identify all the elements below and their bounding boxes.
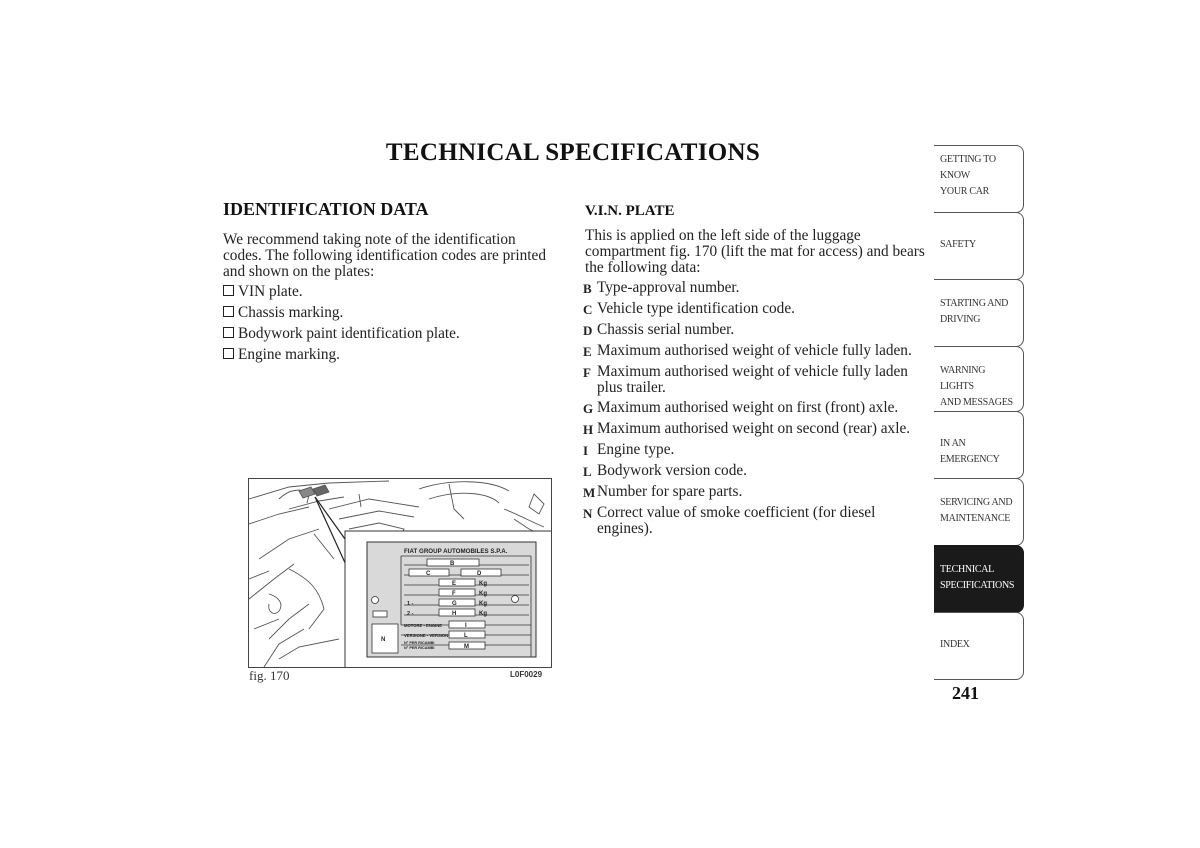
plate-ricambi-label: N° PER RICAMBI: [404, 646, 435, 650]
list-item: [583, 421, 928, 438]
vin-plate-heading: V.I.N. PLATE: [585, 203, 675, 219]
plate-label-b: B: [450, 561, 455, 567]
tab-label: SPECIFICATIONS: [940, 580, 1015, 591]
list-item: [583, 442, 928, 459]
list-item-text: Chassis marking.: [238, 304, 344, 321]
list-item: [583, 400, 928, 417]
tab-label: MAINTENANCE: [940, 513, 1011, 524]
list-item: [583, 463, 928, 480]
tab-label: STARTING AND: [940, 298, 1009, 309]
list-item: [583, 280, 928, 297]
item-letter: I: [583, 443, 589, 458]
plate-label-n: N: [381, 637, 386, 643]
list-item: [583, 505, 928, 537]
item-text: Number for spare parts.: [597, 483, 743, 500]
item-text: Maximum authorised weight on first (front) axle.: [597, 399, 899, 416]
plate-kg: Kg: [479, 611, 487, 617]
tab-label: IN AN EMERGENCY: [940, 438, 1000, 465]
plate-row-2: 2 -: [407, 611, 414, 617]
vin-plate-intro: This is applied on the left side of the luggage compartment fig. 170 (lift the mat for access) and bears the following data:: [585, 227, 925, 276]
checkbox-square-icon: [223, 285, 234, 296]
tab-label: YOUR CAR: [940, 186, 989, 197]
plate-label-d: D: [477, 571, 482, 577]
checkbox-square-icon: [223, 306, 234, 317]
list-item: [583, 301, 928, 318]
list-item: [223, 305, 460, 326]
item-letter: E: [583, 344, 592, 359]
item-letter: F: [583, 365, 591, 380]
plate-label-f: F: [452, 591, 456, 597]
luggage-compartment-illustration: [249, 479, 551, 667]
plate-label-h: H: [452, 611, 457, 617]
item-letter: H: [583, 422, 594, 437]
tab-warning-lights-and-messages[interactable]: [934, 346, 1024, 412]
plate-label-g: G: [452, 601, 457, 607]
item-letter: C: [583, 302, 593, 317]
checkbox-square-icon: [223, 327, 234, 338]
tab-safety[interactable]: [934, 212, 1024, 280]
page-title: TECHNICAL SPECIFICATIONS: [385, 139, 761, 166]
item-letter: B: [583, 281, 592, 296]
plate-label-m: M: [464, 644, 469, 650]
list-item: [583, 484, 928, 501]
tab-label: DRIVING: [940, 314, 981, 325]
item-letter: G: [583, 401, 594, 416]
tab-label: SERVICING AND: [940, 497, 1013, 508]
plate-motore-label: MOTORE - ENGINE: [404, 623, 443, 628]
plate-label-c: C: [426, 571, 431, 577]
list-item-text: VIN plate.: [238, 283, 303, 300]
list-item: [223, 326, 460, 347]
item-text: Type-approval number.: [597, 279, 740, 296]
tab-technical-specifications[interactable]: [934, 545, 1024, 613]
list-item: [223, 347, 460, 368]
item-letter: M: [583, 485, 596, 500]
tab-servicing-and-maintenance[interactable]: [934, 478, 1024, 546]
item-text: Bodywork version code.: [597, 462, 747, 479]
identification-data-heading: IDENTIFICATION DATA: [223, 199, 429, 219]
list-item: [583, 343, 928, 360]
tab-in-an-emergency[interactable]: [934, 411, 1024, 479]
plate-kg: Kg: [479, 581, 487, 587]
tab-label: SAFETY: [940, 239, 976, 250]
checkbox-square-icon: [223, 348, 234, 359]
plate-label-l: L: [464, 633, 468, 639]
identification-intro: We recommend taking note of the identification codes. The following identification codes are printed and shown on the plates:: [223, 231, 546, 280]
plate-ricambi-label: N° PER RICAMBI: [404, 641, 435, 645]
tab-label: INDEX: [940, 639, 970, 650]
list-item: [583, 322, 928, 339]
tab-starting-and-driving[interactable]: [934, 279, 1024, 347]
tab-label: GETTING TO KNOW: [940, 154, 996, 181]
item-text: Correct value of smoke coefficient (for diesel engines).: [597, 504, 876, 537]
tab-label: AND MESSAGES: [940, 397, 1013, 408]
vin-plate-items: [583, 280, 928, 541]
item-text: Vehicle type identification code.: [597, 300, 795, 317]
item-text: Maximum authorised weight on second (rear) axle.: [597, 420, 911, 437]
list-item-text: Engine marking.: [238, 346, 340, 363]
item-text: Maximum authorised weight of vehicle fully laden plus trailer.: [597, 363, 908, 396]
tab-label: WARNING LIGHTS: [940, 365, 986, 392]
plate-kg: Kg: [479, 591, 487, 597]
plate-row-1: 1 -: [407, 601, 414, 607]
list-item: [583, 364, 928, 396]
figure-code: L0F0029: [510, 670, 543, 679]
plate-versione-label: VERSIONE - VERSION: [404, 633, 449, 638]
list-item: [223, 284, 460, 305]
plate-label-i: I: [465, 623, 467, 629]
identification-list: [223, 284, 460, 368]
plate-label-e: E: [452, 581, 457, 587]
plate-header: FIAT GROUP AUTOMOBILES S.P.A.: [404, 548, 508, 555]
figure-caption: fig. 170: [249, 668, 290, 683]
item-text: Chassis serial number.: [597, 321, 735, 338]
page-number: 241: [952, 683, 979, 703]
tab-index[interactable]: [934, 612, 1024, 680]
vin-plate-figure: [248, 478, 552, 668]
item-text: Engine type.: [597, 441, 675, 458]
tab-label: TECHNICAL: [940, 564, 994, 575]
list-item-text: Bodywork paint identification plate.: [238, 325, 460, 342]
item-letter: N: [583, 506, 593, 521]
item-letter: L: [583, 464, 592, 479]
item-text: Maximum authorised weight of vehicle fully laden.: [597, 342, 912, 359]
tab-getting-to-know-your-car[interactable]: [934, 145, 1024, 213]
item-letter: D: [583, 323, 593, 338]
plate-kg: Kg: [479, 601, 487, 607]
